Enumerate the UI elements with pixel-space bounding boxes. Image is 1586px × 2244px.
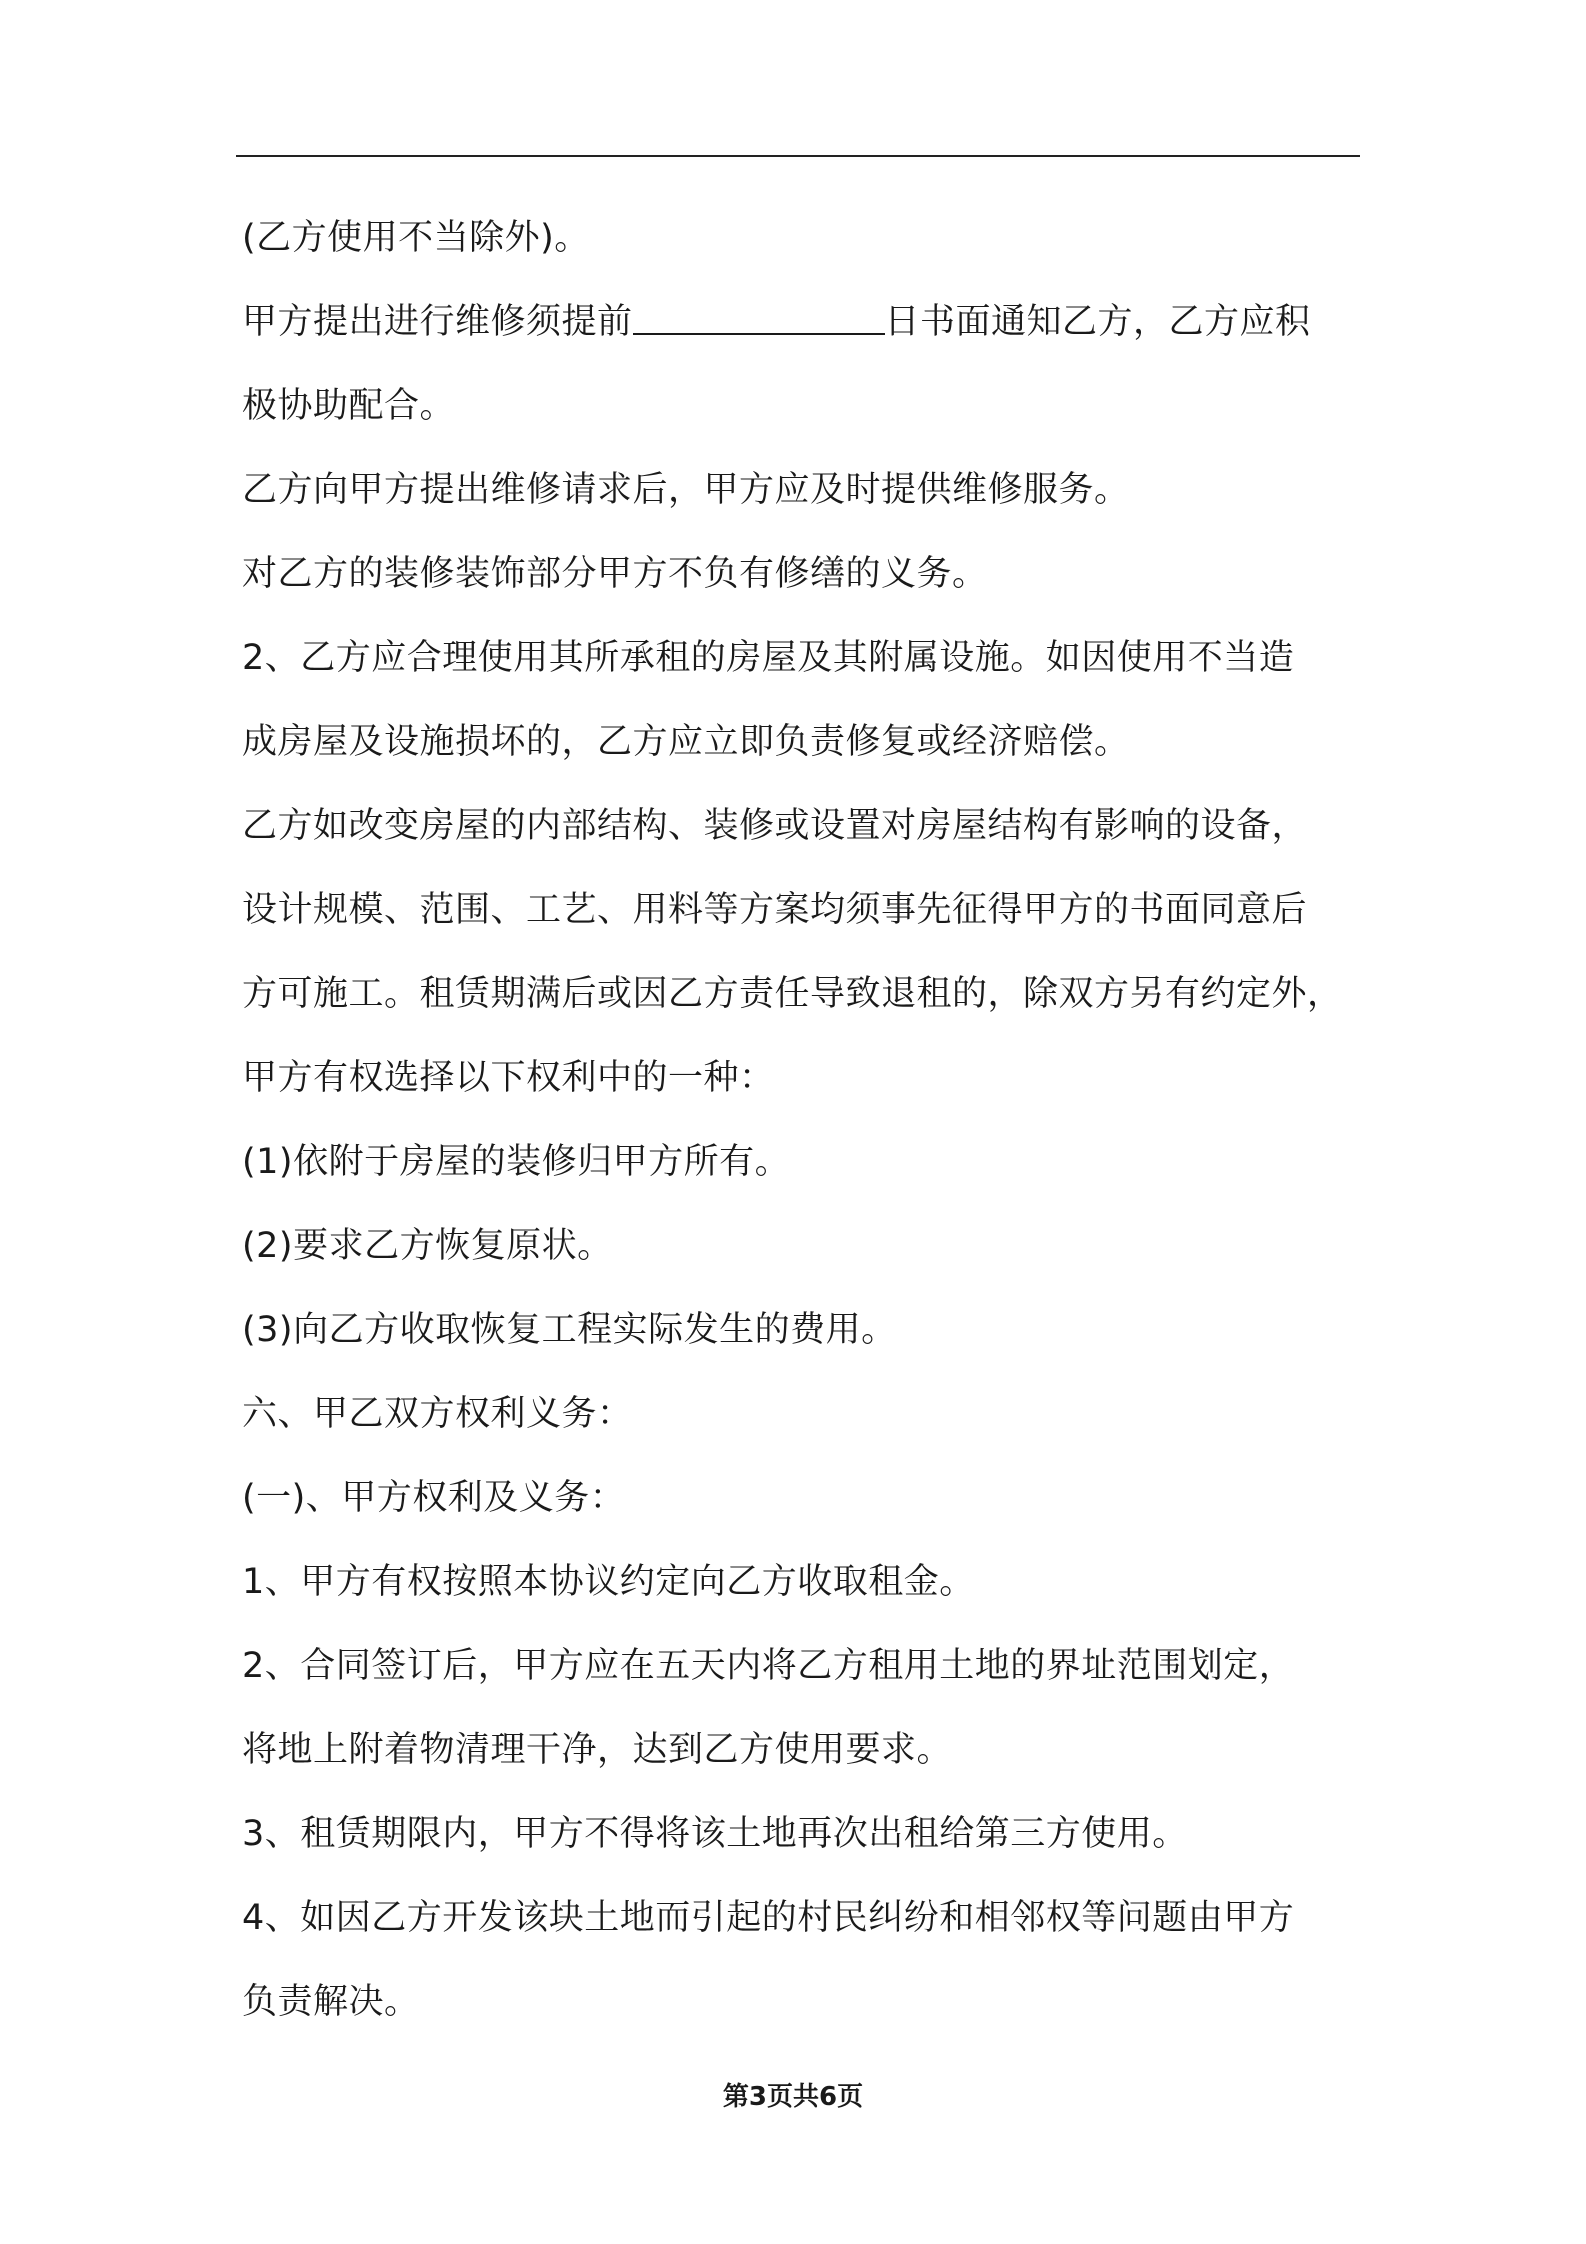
section-heading: 六、甲乙双方权利义务： [242,1394,633,1434]
paragraph-line-notice [242,280,1372,364]
paragraph-line: 负责解决。 [242,1982,420,2022]
list-item: (3)向乙方收取恢复工程实际发生的费用。 [242,1310,897,1350]
fill-in-blank [633,303,885,335]
paragraph-line: 4、如因乙方开发该块土地而引起的村民纠纷和相邻权等问题由甲方 [242,1898,1295,1938]
paragraph-line: 甲方有权选择以下权利中的一种： [242,1058,775,1098]
paragraph-line: 方可施工。租赁期满后或因乙方责任导致退租的，除双方另有约定外， [242,974,1343,1014]
paragraph-line: 乙方向甲方提出维修请求后，甲方应及时提供维修服务。 [242,470,1130,510]
subsection-heading: (一)、甲方权利及义务： [242,1478,626,1518]
page-number: 第3页共6页 [722,2082,864,2112]
notice-text-after: 日书面通知乙方，乙方应积 [884,302,1311,342]
paragraph-line: 1、甲方有权按照本协议约定向乙方收取租金。 [242,1562,975,1602]
list-item: (2)要求乙方恢复原状。 [242,1226,613,1266]
paragraph-line: 将地上附着物清理干净，达到乙方使用要求。 [242,1730,953,1770]
header-rule [236,155,1360,157]
notice-text-before: 甲方提出进行维修须提前 [242,302,633,342]
paragraph-line: 设计规模、范围、工艺、用料等方案均须事先征得甲方的书面同意后 [242,890,1308,930]
paragraph-line: 3、租赁期限内，甲方不得将该土地再次出租给第三方使用。 [242,1814,1188,1854]
paragraph-line: 对乙方的装修装饰部分甲方不负有修缮的义务。 [242,554,988,594]
paragraph-line: 2、乙方应合理使用其所承租的房屋及其附属设施。如因使用不当造 [242,638,1295,678]
paragraph-line: 极协助配合。 [242,386,456,426]
document-body [242,196,1372,2044]
paragraph-line: 乙方如改变房屋的内部结构、装修或设置对房屋结构有影响的设备， [242,806,1308,846]
paragraph-line: 2、合同签订后，甲方应在五天内将乙方租用土地的界址范围划定， [242,1646,1295,1686]
paragraph-line: (乙方使用不当除外)。 [242,218,590,258]
paragraph-line: 成房屋及设施损坏的，乙方应立即负责修复或经济赔偿。 [242,722,1130,762]
list-item: (1)依附于房屋的装修归甲方所有。 [242,1142,791,1182]
